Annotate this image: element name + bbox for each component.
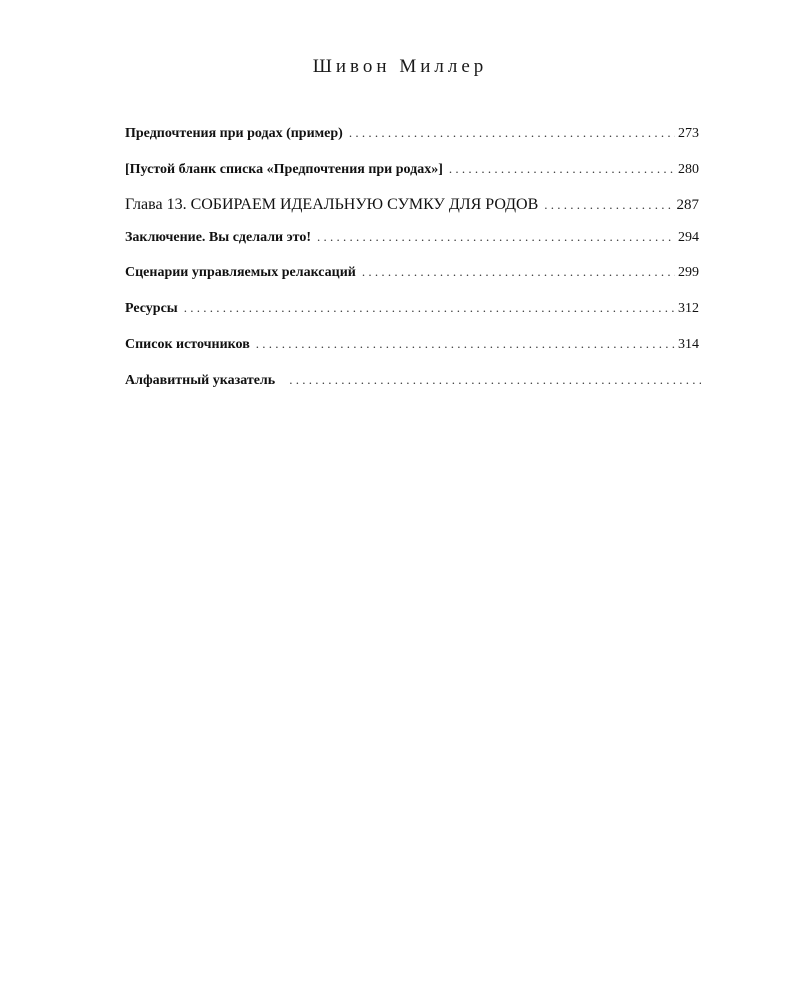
toc-entry (125, 372, 701, 389)
dot-leader (289, 372, 701, 388)
toc-entry (125, 264, 699, 281)
toc-entry-page-number: 312 (678, 301, 699, 316)
dot-leader (362, 264, 675, 280)
dot-leader (449, 161, 675, 177)
toc-entry-title: Сценарии управляемых релаксаций (125, 265, 356, 280)
toc-entry (125, 300, 699, 317)
dot-leader (184, 300, 675, 316)
toc-entry-title: Список источников (125, 337, 250, 352)
toc-entry (125, 229, 699, 246)
dot-leader (317, 229, 675, 245)
toc-entry-page-number: 273 (678, 126, 699, 141)
toc-chapter-entry (125, 196, 699, 214)
dot-leader (349, 125, 675, 141)
toc-entry-title: Предпочтения при родах (пример) (125, 126, 343, 141)
toc-entry-page-number: 280 (678, 162, 699, 177)
toc-entry-page-number: 294 (678, 230, 699, 245)
toc-entry-page-number: 314 (678, 337, 699, 352)
toc-entry-title: Глава 13. СОБИРАЕМ ИДЕАЛЬНУЮ СУМКУ ДЛЯ РОДОВ (125, 196, 539, 213)
toc-entry-title: Заключение. Вы сделали это! (125, 230, 312, 245)
toc-entry-page-number: 299 (678, 265, 699, 280)
toc-entry-title: Алфавитный указатель (125, 373, 276, 388)
toc-entry-page-number: 287 (676, 197, 699, 213)
running-header: Шивон Миллер (312, 56, 488, 77)
toc-entry-title: [Пустой бланк списка «Предпочтения при родах»] (125, 162, 443, 177)
dot-leader (544, 197, 673, 213)
dot-leader (256, 336, 675, 352)
toc-entry (125, 125, 699, 142)
toc-entry (125, 336, 699, 353)
toc-entry-title: Ресурсы (125, 301, 178, 316)
toc-entry (125, 161, 699, 178)
